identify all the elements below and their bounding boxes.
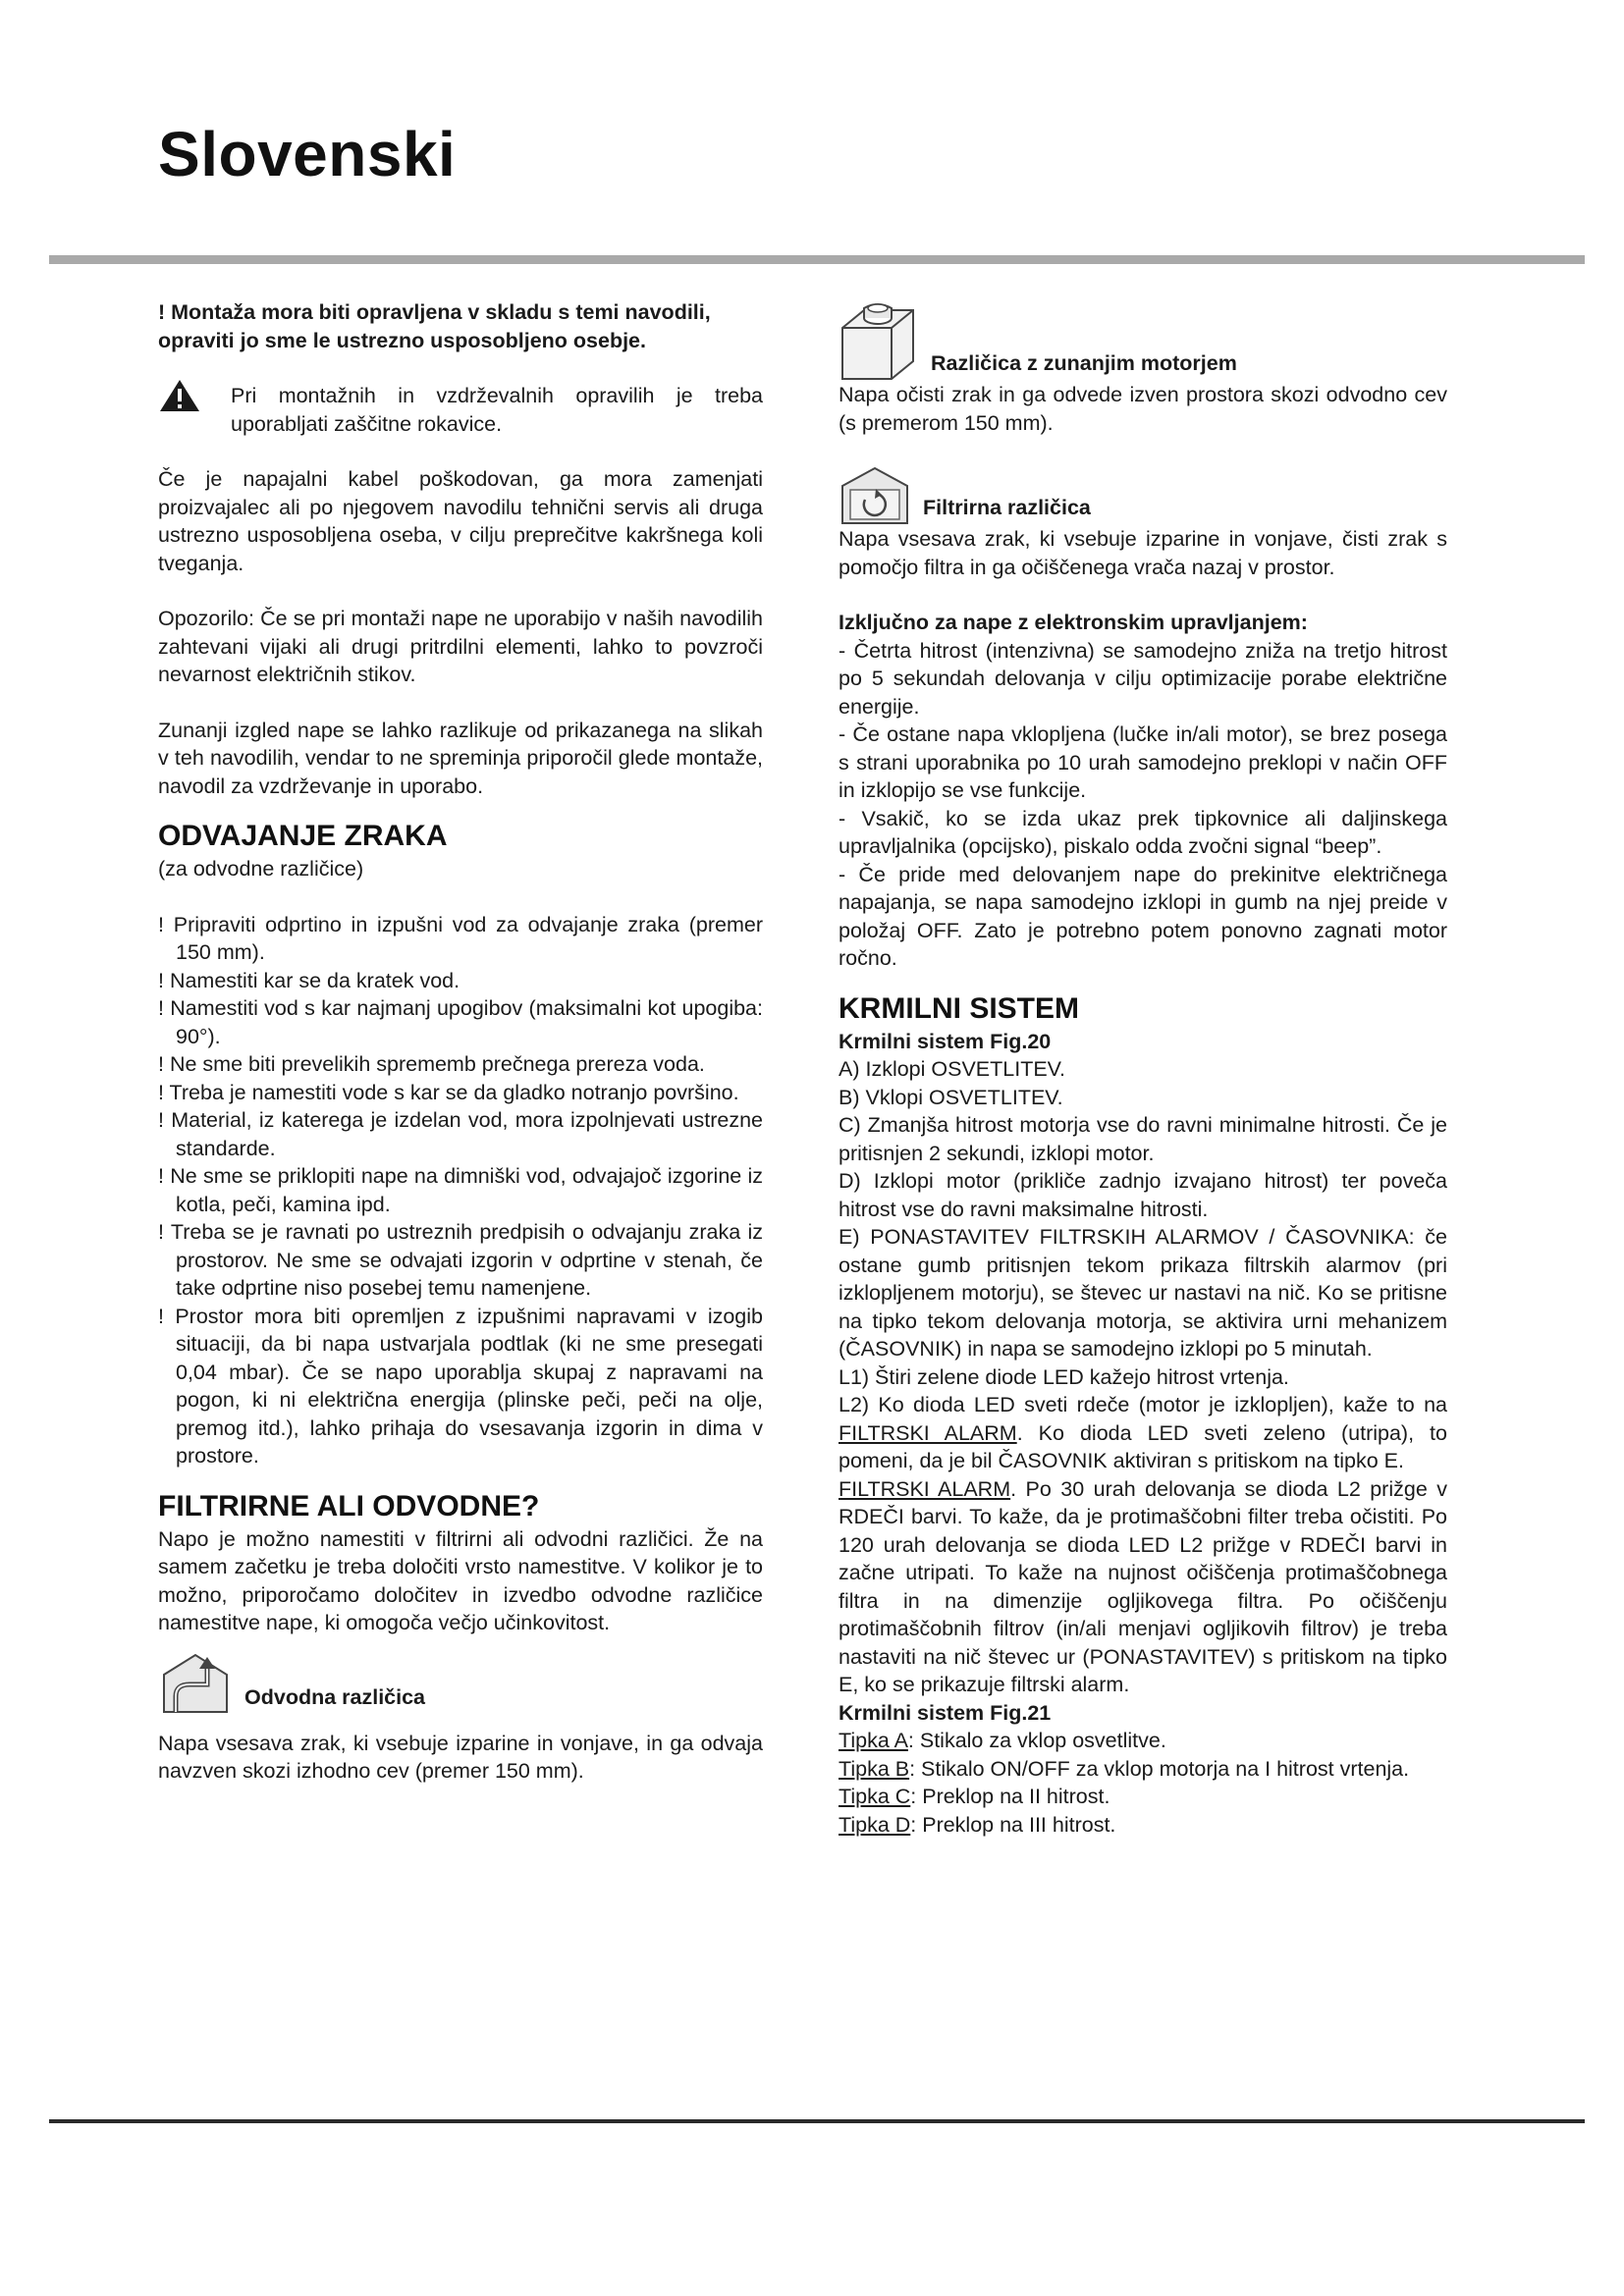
key-name: Tipka C	[839, 1785, 911, 1808]
exhaust-item: ! Pripraviti odprtino in izpušni vod za odvajanje zraka (premer 150 mm).	[158, 912, 763, 964]
exhaust-list	[158, 911, 763, 1470]
l2-text-b: . Ko dioda LED sveti zeleno (utripa), to pomeni, da je bil ČASOVNIK aktiviran s pritiskom na tipko E.	[839, 1420, 1447, 1472]
fig20-item: E) PONASTAVITEV FILTRSKIH ALARMOV / ČASOVNIKA: če ostane gumb pritisnjen tekom prikaza filtrskih alarmov (pri izklopljenem motorju), se števec ur nastavi na nič. Ko se pritisne na tipko tekom delovanja motorja, se aktivira urni mehanizem (ČASOVNIK) in napa se samodejno izklopi po 5 minutah.	[839, 1225, 1447, 1361]
key-text: : Stikalo za vklop osvetlitve.	[907, 1729, 1166, 1752]
filter-alarm-term: FILTRSKI ALARM	[839, 1420, 1017, 1445]
electronic-item: - Vsakič, ko se izda ukaz prek tipkovnice ali daljinskega upravljalnika (opcijsko), piskalo odda zvočni signal “beep”.	[839, 806, 1447, 858]
exhaust-item: ! Ne sme se priklopiti nape na dimniški vod, odvajajoč izgorine iz kotla, peči, kamina ipd.	[158, 1164, 763, 1216]
warning-triangle-icon	[158, 378, 201, 413]
left-column	[158, 298, 763, 1786]
external-motor-paragraph: Napa očisti zrak in ga odvede izven prostora skozi odvodno cev (s premerom 150 mm).	[839, 383, 1447, 435]
gloves-warning	[158, 382, 763, 438]
filter-alarm-text: . Po 30 urah delovanja se dioda L2 prižge v RDEČI barvi. To kaže, da je protimaščobni filter treba očistiti. Po 120 urah delovanja se dioda LED L2 prižge v RDEČI barvi in začne utripati. To kaže na nujnost očiščenja protimaščobnega filtra in na dimenzije ogljikovega filtra. Po očiščenju protimaščobnih filtrov (in/ali menjavi ogljikovih filtrov) je treba nastaviti na nič števec ur (PONASTAVITEV) s pritiskom na tipko E, ko se prikazuje filtrski alarm.	[839, 1476, 1447, 1696]
odvodna-paragraph: Napa vsesava zrak, ki vsebuje izparine in vonjave, in ga odvaja navzven skozi izhodno cev (premer 150 mm).	[158, 1731, 763, 1783]
key-name: Tipka D	[839, 1812, 911, 1837]
filter-or-exhaust-heading: FILTRIRNE ALI ODVODNE?	[158, 1489, 540, 1522]
key-name: Tipka B	[839, 1756, 910, 1781]
odvodna-variant	[158, 1651, 763, 1716]
electronic-item: - Če ostane napa vklopljena (lučke in/ali motor), se brez posega s strani uporabnika po 10 urah samodejno preklopi v način OFF in izklopijo se vse funkcije.	[839, 722, 1447, 802]
exhaust-item: ! Ne sme biti prevelikih sprememb prečnega prereza voda.	[158, 1052, 705, 1076]
fig20-item: A) Izklopi OSVETLITEV.	[839, 1057, 1066, 1081]
filtrirna-label: Filtrirna različica	[923, 495, 1091, 519]
key-text: : Preklop na III hitrost.	[910, 1812, 1116, 1837]
filter-alarm-term: FILTRSKI ALARM	[839, 1476, 1011, 1501]
exhaust-heading: ODVAJANJE ZRAKA	[158, 820, 448, 852]
external-motor-variant	[839, 298, 1447, 381]
exhaust-item: ! Material, iz katerega je izdelan vod, mora izpolnjevati ustrezne standarde.	[158, 1108, 763, 1160]
key-item	[839, 1727, 1447, 1755]
recirculation-icon	[839, 464, 911, 525]
l2-text-a: L2) Ko dioda LED sveti rdeče (motor je izklopljen), kaže to na	[839, 1393, 1447, 1416]
exhaust-item: ! Namestiti kar se da kratek vod.	[158, 968, 460, 992]
exhaust-item: ! Namestiti vod s kar najmanj upogibov (maksimalni kot upogiba: 90°).	[158, 996, 763, 1048]
external-motor-icon	[839, 298, 919, 381]
filter-alarm-paragraph	[839, 1475, 1447, 1699]
gloves-text: Pri montažnih in vzdrževalnih opravilih je treba uporabljati zaščitne rokavice.	[231, 384, 763, 436]
key-text: : Preklop na II hitrost.	[910, 1785, 1110, 1808]
electronic-item: - Če pride med delovanjem nape do prekinitve električnega napajanja, se napa samodejno izklopi in gumb na njej preide v položaj OFF. Zato je potrebno potem ponovno zagnati motor ročno.	[839, 862, 1447, 970]
fig20-item: L1) Štiri zelene diode LED kažejo hitrost vrtenja.	[839, 1364, 1289, 1389]
electronic-heading: Izključno za nape z elektronskim upravljanjem:	[839, 611, 1308, 634]
exhaust-subheading: (za odvodne različice)	[158, 857, 364, 881]
fig20-label: Krmilni sistem Fig.20	[839, 1029, 1052, 1053]
external-motor-label: Različica z zunanjim motorjem	[931, 350, 1237, 375]
header-divider	[49, 255, 1585, 264]
filtrirna-variant	[839, 464, 1447, 525]
appearance-paragraph: Zunanji izgled nape se lahko razlikuje od prikazanega na slikah v teh navodilih, vendar to ne spreminja priporočil glede montaže, navodil za vzdrževanje in uporabo.	[158, 718, 763, 798]
key-item	[839, 1783, 1447, 1811]
installation-warning: ! Montaža mora biti opravljena v skladu s temi navodili, opraviti jo sme le ustrezno usposobljeno osebje.	[158, 300, 711, 352]
cable-paragraph: Če je napajalni kabel poškodovan, ga mora zamenjati proizvajalec ali po njegovem navodilu tehnični servis ali druga ustrezno usposobljena oseba, v cilju preprečitve kakršnega koli tveganja.	[158, 467, 763, 575]
duct-exhaust-icon	[158, 1651, 233, 1716]
exhaust-item: ! Treba je namestiti vode s kar se da gladko notranjo površino.	[158, 1080, 739, 1104]
key-text: : Stikalo ON/OFF za vklop motorja na I hitrost vrtenja.	[909, 1756, 1410, 1781]
exhaust-item: ! Treba se je ravnati po ustreznih predpisih o odvajanju zraka iz prostorov. Ne sme se odvajati izgorin v odprtine v stenah, če take odprtine niso posebej temu namenjene.	[158, 1220, 763, 1300]
exhaust-item: ! Prostor mora biti opremljen z izpušnimi napravami v izogib situaciji, da bi napa ustvarjala podtlak (ki ne sme presegati 0,04 mbar). Če se napo uporablja skupaj z napravami na pogon, ki ni električna energija (plinske peči, peči na olje, premog itd.), lahko prihaja do vsesavanja izgorin in dima v prostore.	[158, 1304, 763, 1468]
odvodna-label: Odvodna različica	[244, 1685, 426, 1709]
key-item	[839, 1755, 1447, 1784]
filtrirna-paragraph: Napa vsesava zrak, ki vsebuje izparine in vonjave, čisti zrak s pomočjo filtra in ga očiščenega vrača nazaj v prostor.	[839, 527, 1447, 579]
page-title: Slovenski	[158, 119, 457, 189]
key-item	[839, 1811, 1447, 1840]
right-column	[839, 298, 1447, 1839]
fig20-item: C) Zmanjša hitrost motorja vse do ravni minimalne hitrosti. Če je pritisnjen 2 sekundi, izklopi motor.	[839, 1113, 1447, 1165]
fig21-label: Krmilni sistem Fig.21	[839, 1700, 1052, 1725]
filter-or-exhaust-paragraph: Napo je možno namestiti v filtrirni ali odvodni različici. Že na samem začetku je treba določiti vrsto namestitve. V kolikor je to možno, priporočamo določitev in izvedbo odvodne različice namestitve nape, ki omogoča večjo učinkovitost.	[158, 1526, 763, 1634]
control-system-heading: KRMILNI SISTEM	[839, 991, 1079, 1025]
electronic-item: - Četrta hitrost (intenzivna) se samodejno zniža na tretjo hitrost po 5 sekundah delovanja v cilju optimizacije porabe električne energije.	[839, 638, 1447, 719]
key-name: Tipka A	[839, 1729, 908, 1752]
electronic-list	[839, 637, 1447, 973]
l2-paragraph	[839, 1391, 1447, 1475]
fig20-item: B) Vklopi OSVETLITEV.	[839, 1085, 1063, 1109]
footer-divider	[49, 2119, 1585, 2123]
fig20-item: D) Izklopi motor (prikliče zadnjo izvajano hitrost) ter poveča hitrost vse do ravni maksimalne hitrosti.	[839, 1169, 1447, 1221]
screws-paragraph: Opozorilo: Če se pri montaži nape ne uporabijo v naših navodilih zahtevani vijaki ali drugi pritrdilni elementi, lahko to povzroči nevarnost električnih stikov.	[158, 607, 763, 686]
